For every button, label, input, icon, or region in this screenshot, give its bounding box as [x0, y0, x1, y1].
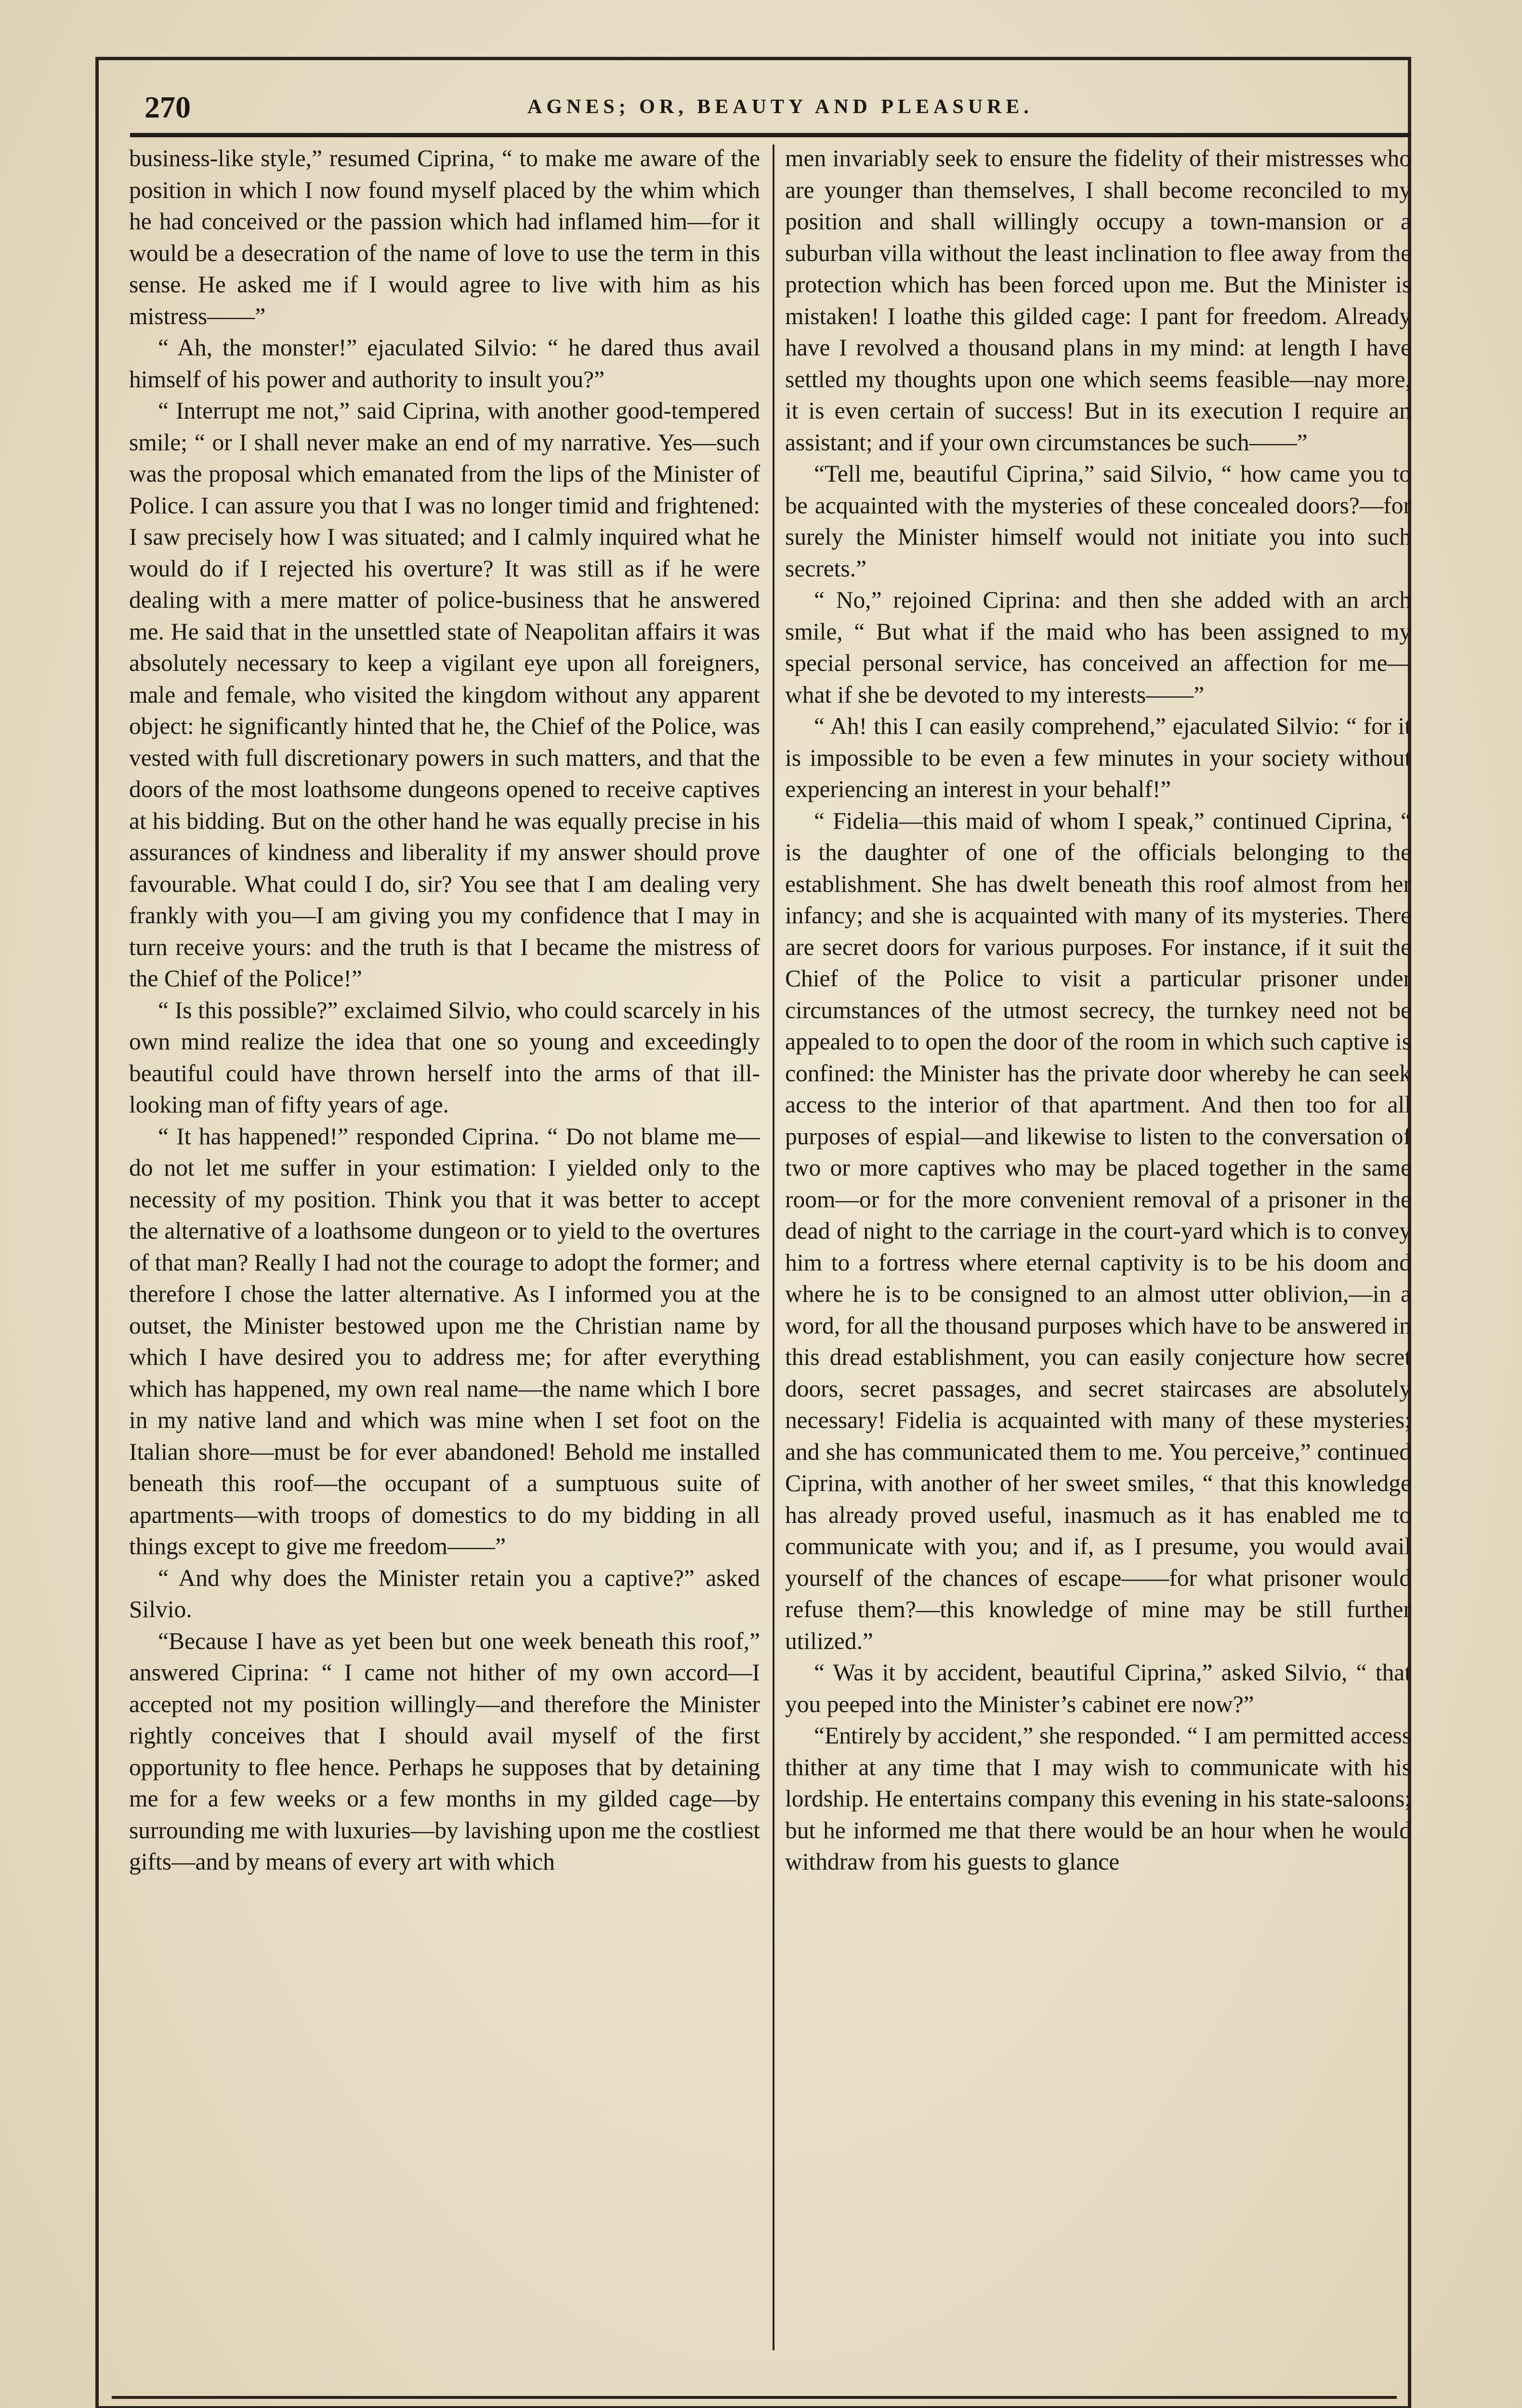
paragraph: “ It has happened!” responded Ciprina. “ Do not blame me—do not let me suffer in your estimation: I yielded only to the necessity of my position. Think you that it was better to accept the alternative of a loathsome dungeon or to yield to the overtures of that man? Really I had not the courage to adopt the former; and therefore I chose the latter alternative. As I informed you at the outset, the Minister bestowed upon me the Christian name by which I have desired you to address me; for after everything which has happened, my own real name—the name which I bore in my native land and which was mine when I set foot on the Italian shore—must be for ever abandoned! Behold me installed beneath this roof—the occupant of a sumptuous suite of apartments—with troops of domestics to do my bidding in all things except to give me freedom——”: [129, 1123, 760, 1559]
page-header: [144, 90, 1416, 133]
paragraph: “ And why does the Minister retain you a captive?” asked Silvio.: [129, 1564, 760, 1623]
bottom-rule: [112, 2396, 1397, 2399]
left-column: [129, 143, 760, 2339]
paragraph: “ Ah, the monster!” ejaculated Silvio: “ he dared thus avail himself of his power and authority to insult you?”: [129, 334, 760, 393]
paragraph: “ Ah! this I can easily comprehend,” ejaculated Silvio: “ for it is impossible to be even a few minutes in your society without experiencing an interest in your behalf!”: [785, 713, 1411, 802]
paragraph: “ Fidelia—this maid of whom I speak,” continued Ciprina, “ is the daughter of one of the officials belonging to the establishment. She has dwelt beneath this roof almost from her infancy; and she is acquainted with many of its mysteries. There are secret doors for various purposes. For instance, if it suit the Chief of the Police to visit a particular prisoner under circumstances of the utmost secrecy, the turnkey need not be appealed to to open the door of the room in which such captive is confined: the Minister has the private door whereby he can seek access to the interior of that apartment. And then too for all purposes of espial—and likewise to listen to the conversation of two or more captives who may be placed together in the same room—or for the more convenient removal of a prisoner in the dead of night to the carriage in the court-yard which is to convey him to a fortress where eternal captivity is to be his doom and where he is to be consigned to an almost utter oblivion,—in a word, for all the thousand purposes which have to be answered in this dread establishment, you can easily conjecture how secret doors, secret passages, and secret staircases are absolutely necessary! Fidelia is acquainted with many of these mysteries; and she has communicated them to me. You perceive,” continued Ciprina, with another of her sweet smiles, “ that this knowledge has already proved useful, inasmuch as it has enabled me to communicate with you; and if, as I presume, you would avail yourself of the chances of escape——for what prisoner would refuse them?—this knowledge of mine may be still further utilized.”: [785, 807, 1411, 1654]
running-title: AGNES; OR, BEAUTY AND PLEASURE.: [527, 96, 1033, 118]
paragraph: “Entirely by accident,” she responded. “ I am permitted access thither at any time that I may wish to communicate with his lordship. He entertains company this evening in his state-saloons; but he informed me that there would be an hour when he would withdraw from his guests to glance: [785, 1722, 1411, 1875]
paragraph: “Because I have as yet been but one week beneath this roof,” answered Ciprina: “ I came not hither of my own accord—I accepted not my position willingly—and therefore the Minister rightly conceives that I should avail myself of the first opportunity to flee hence. Perhaps he supposes that by detaining me for a few weeks or a few months in my gilded cage—by surrounding me with luxuries—by lavishing upon me the costliest gifts—and by means of every art with which: [129, 1627, 760, 1875]
paragraph: “Tell me, beautiful Ciprina,” said Silvio, “ how came you to be acquainted with the mysteries of these concealed doors?—for surely the Minister himself would not initiate you into such secrets.”: [785, 460, 1411, 582]
right-column: [785, 143, 1411, 2339]
header-rule: [130, 133, 1411, 137]
paragraph: business-like style,” resumed Ciprina, “ to make me aware of the position in which I now found myself placed by the whim which he had conceived or the passion which had inflamed him—for it would be a desecration of the name of love to use the term in this sense. He asked me if I would agree to live with him as his mistress——”: [129, 145, 760, 329]
page-number: 270: [144, 90, 191, 124]
paragraph: “ No,” rejoined Ciprina: and then she added with an arch smile, “ But what if the maid who has been assigned to my special personal service, has conceived an affection for me—what if she be devoted to my interests——”: [785, 587, 1411, 708]
paragraph: “ Was it by accident, beautiful Ciprina,” asked Silvio, “ that you peeped into the Minister’s cabinet ere now?”: [785, 1659, 1411, 1717]
paragraph: men invariably seek to ensure the fidelity of their mistresses who are younger than themselves, I shall become reconciled to my position and shall willingly occupy a town-mansion or a suburban villa without the least inclination to flee away from the protection which has been forced upon me. But the Minister is mistaken! I loathe this gilded cage: I pant for freedom. Already have I revolved a thousand plans in my mind: at length I have settled my thoughts upon one which seems feasible—nay more, it is even certain of success! But in its execution I require an assistant; and if your own circumstances be such——”: [785, 145, 1411, 456]
paragraph: “ Is this possible?” exclaimed Silvio, who could scarcely in his own mind realize the idea that one so young and exceedingly beautiful could have thrown herself into the arms of that ill-looking man of fifty years of age.: [129, 996, 760, 1118]
column-divider: [773, 144, 774, 2350]
paragraph: “ Interrupt me not,” said Ciprina, with another good-tempered smile; “ or I shall never make an end of my narrative. Yes—such was the proposal which emanated from the lips of the Minister of Police. I can assure you that I was no longer timid and frightened: I saw precisely how I was situated; and I calmly inquired what he would do if I rejected his overture? It was still as if he were dealing with a mere matter of police-business that he answered me. He said that in the unsettled state of Neapolitan affairs it was absolutely necessary to keep a vigilant eye upon all foreigners, male and female, who visited the kingdom without any apparent object: he significantly hinted that he, the Chief of the Police, was vested with full discretionary powers in such matters, and that the doors of the most loathsome dungeons opened to receive captives at his bidding. But on the other hand he was equally precise in his assurances of kindness and liberality if my answer should prove favourable. What could I do, sir? You see that I am dealing very frankly with you—I am giving you my confidence that I may in turn receive yours: and the truth is that I became the mistress of the Chief of the Police!”: [129, 397, 760, 992]
